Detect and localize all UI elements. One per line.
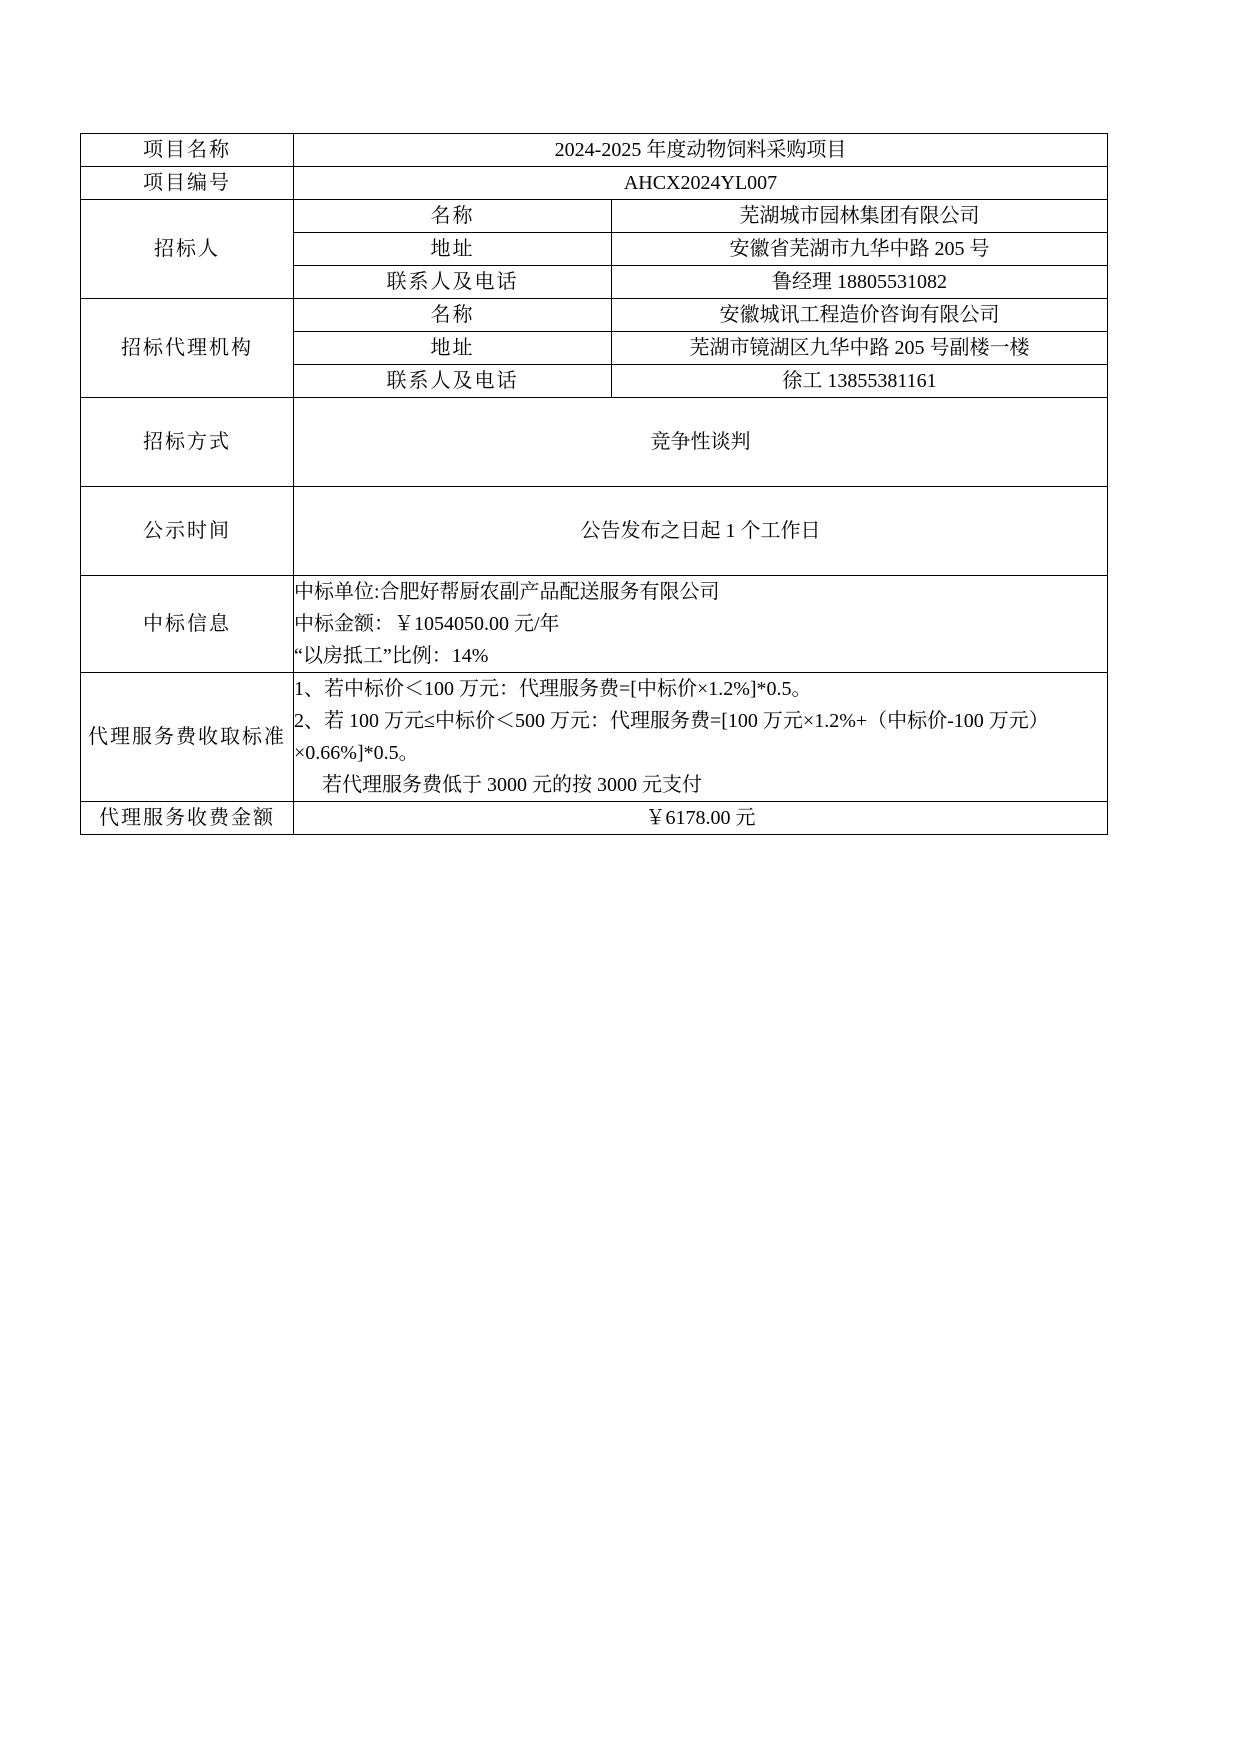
- tenderee-contact-label: 联系人及电话: [294, 266, 612, 299]
- agency-contact-label: 联系人及电话: [294, 365, 612, 398]
- fee-amount-value: ￥6178.00 元: [294, 802, 1108, 835]
- agency-address-label: 地址: [294, 332, 612, 365]
- table-row-agency-name: [81, 299, 1108, 332]
- fee-standard-label: 代理服务费收取标准: [81, 673, 294, 802]
- agency-address-value: 芜湖市镜湖区九华中路 205 号副楼一楼: [612, 332, 1108, 365]
- fee-rule-1: 1、若中标价＜100 万元：代理服务费=[中标价×1.2%]*0.5。: [294, 678, 812, 700]
- table-row-fee-amount: [81, 802, 1108, 835]
- table-row-publicity: [81, 487, 1108, 576]
- table-row-result: [81, 576, 1108, 673]
- project-code-value: AHCX2024YL007: [294, 167, 1108, 200]
- agency-contact-value: 徐工 13855381161: [612, 365, 1108, 398]
- agency-name-label: 名称: [294, 299, 612, 332]
- bid-result-table: [80, 133, 1108, 835]
- bid-result-value: [294, 576, 1108, 673]
- tenderee-name-value: 芜湖城市园林集团有限公司: [612, 200, 1108, 233]
- publicity-period-label: 公示时间: [81, 487, 294, 576]
- winning-amount: 中标金额：￥1054050.00 元/年: [294, 613, 560, 635]
- table-row-tenderee-name: [81, 200, 1108, 233]
- bid-result-label: 中标信息: [81, 576, 294, 673]
- agency-label: 招标代理机构: [81, 299, 294, 398]
- table-row-project-name: [81, 134, 1108, 167]
- winner-company: 中标单位:合肥好帮厨农副产品配送服务有限公司: [294, 581, 720, 603]
- table-row-fee-standard: [81, 673, 1108, 802]
- fee-standard-value: [294, 673, 1108, 802]
- project-name-label: 项目名称: [81, 134, 294, 167]
- project-code-label: 项目编号: [81, 167, 294, 200]
- tenderee-contact-value: 鲁经理 18805531082: [612, 266, 1108, 299]
- fee-rule-3: 若代理服务费低于 3000 元的按 3000 元支付: [322, 774, 702, 796]
- tenderee-address-value: 安徽省芜湖市九华中路 205 号: [612, 233, 1108, 266]
- fee-rule-2: 2、若 100 万元≤中标价＜500 万元：代理服务费=[100 万元×1.2%+（中标价-100 万元）×0.66%]*0.5。: [294, 710, 1049, 764]
- offset-ratio: “以房抵工”比例：14%: [294, 645, 489, 667]
- table-row-project-code: [81, 167, 1108, 200]
- tenderee-label: 招标人: [81, 200, 294, 299]
- tender-method-value: 竞争性谈判: [294, 398, 1108, 487]
- tenderee-name-label: 名称: [294, 200, 612, 233]
- agency-name-value: 安徽城讯工程造价咨询有限公司: [612, 299, 1108, 332]
- tenderee-address-label: 地址: [294, 233, 612, 266]
- project-name-value: 2024-2025 年度动物饲料采购项目: [294, 134, 1108, 167]
- tender-method-label: 招标方式: [81, 398, 294, 487]
- fee-amount-label: 代理服务收费金额: [81, 802, 294, 835]
- publicity-period-value: 公告发布之日起 1 个工作日: [294, 487, 1108, 576]
- table-row-method: [81, 398, 1108, 487]
